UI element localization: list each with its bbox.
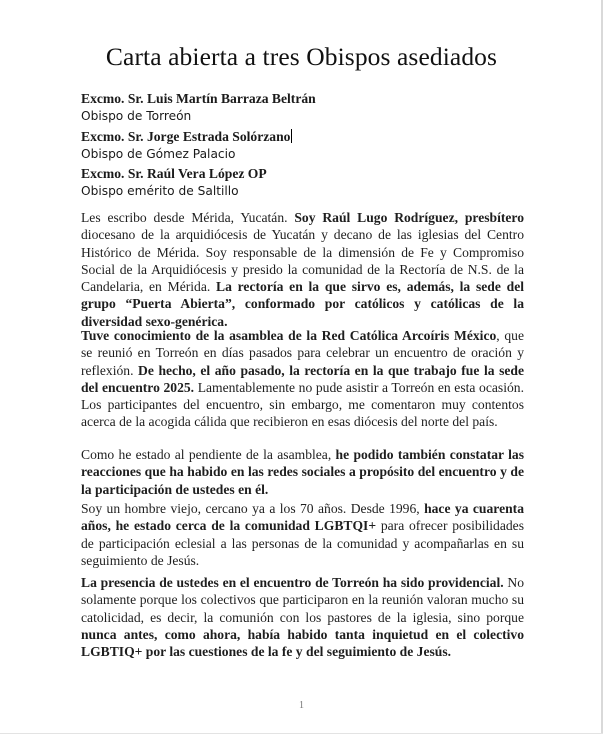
recipient-name: Excmo. Sr. Luis Martín Barraza Beltrán bbox=[81, 91, 316, 106]
text-run: Como he estado al pendiente de la asamblea, bbox=[81, 447, 336, 462]
recipient-3 bbox=[81, 165, 551, 200]
recipient-2 bbox=[81, 128, 551, 163]
bold-run: nunca antes, como ahora, había habido tanta inquietud en el colectivo LGBTIQ+ por las cuestiones de la fe y del seguimiento de Jesús. bbox=[81, 626, 524, 659]
bold-run: La rectoría en la que sirvo es, además, la sede del grupo “Puerta Abierta”, conformado por católicos y católicas de la diversidad sexo-genérica. bbox=[81, 279, 525, 329]
text-run: Les escribo desde Mérida, Yucatán. bbox=[81, 210, 295, 225]
recipient-title: Obispo emérito de Saltillo bbox=[81, 184, 239, 198]
text-cursor bbox=[291, 129, 292, 143]
recipient-name: Excmo. Sr. Raúl Vera López OP bbox=[81, 166, 267, 181]
bold-run: La presencia de ustedes en el encuentro de Torreón ha sido providencial. bbox=[81, 575, 504, 590]
body-paragraph bbox=[81, 327, 524, 431]
body-paragraph bbox=[81, 446, 524, 498]
body-paragraph bbox=[81, 500, 524, 569]
text-run: Soy un hombre viejo, cercano ya a los 70 años. Desde 1996, bbox=[81, 501, 425, 516]
text-run: para ofrecer posibilidades de participación eclesial a las personas de la comunidad y acompañarlas en su seguimiento de Jesús. bbox=[81, 518, 524, 568]
text-run: Lamentablemente no pude asistir a Torreón en esta ocasión. Los participantes del encuentro, sin embargo, me comentaron muy contentos acerca de la acogida cálida que recibieron en esas diócesis del norte del país. bbox=[81, 379, 524, 430]
bold-run: hace ya cuarenta años, he estado cerca de la comunidad LGBTQI+ bbox=[81, 501, 524, 534]
recipient-1 bbox=[81, 90, 551, 125]
text-run: diocesano de la arquidiócesis de Yucatán y decano de las iglesias del Centro Histórico de Mérida. Soy responsable de la dimensión de Fe y Compromiso Social de la Arquidiócesis y presido la comunidad de la Rectoría de N.S. de la Candelaria, en Mérida. bbox=[81, 227, 524, 294]
page-number: 1 bbox=[299, 700, 304, 711]
bold-run: he podido también constatar las reacciones que ha habido en las redes sociales a propósito del encuentro y de la participación de ustedes en él. bbox=[81, 447, 524, 497]
recipient-title: Obispo de Gómez Palacio bbox=[81, 147, 236, 161]
text-run: No solamente porque los colectivos que participaron en la reunión valoran mucho su catolicidad, es decir, la comunión con los pastores de la iglesia, sino porque bbox=[81, 575, 524, 625]
bold-run: Soy Raúl Lugo Rodríguez, presbítero bbox=[294, 210, 524, 225]
body-paragraph bbox=[81, 209, 524, 330]
recipient-name: Excmo. Sr. Jorge Estrada Solórzano bbox=[81, 129, 291, 144]
recipient-title: Obispo de Torreón bbox=[81, 109, 192, 123]
body-paragraph bbox=[81, 574, 524, 660]
text-run: , que se reunió en Torreón en días pasados para celebrar un encuentro de oración y reflexión. bbox=[81, 328, 524, 378]
bold-run: Tuve conocimiento de la asamblea de la Red Católica Arcoíris México bbox=[81, 328, 497, 343]
bold-run: De hecho, el año pasado, la rectoría en la que trabajo fue la sede del encuentro 2025. bbox=[81, 362, 524, 395]
page-title: Carta abierta a tres Obispos asediados bbox=[105, 42, 498, 71]
